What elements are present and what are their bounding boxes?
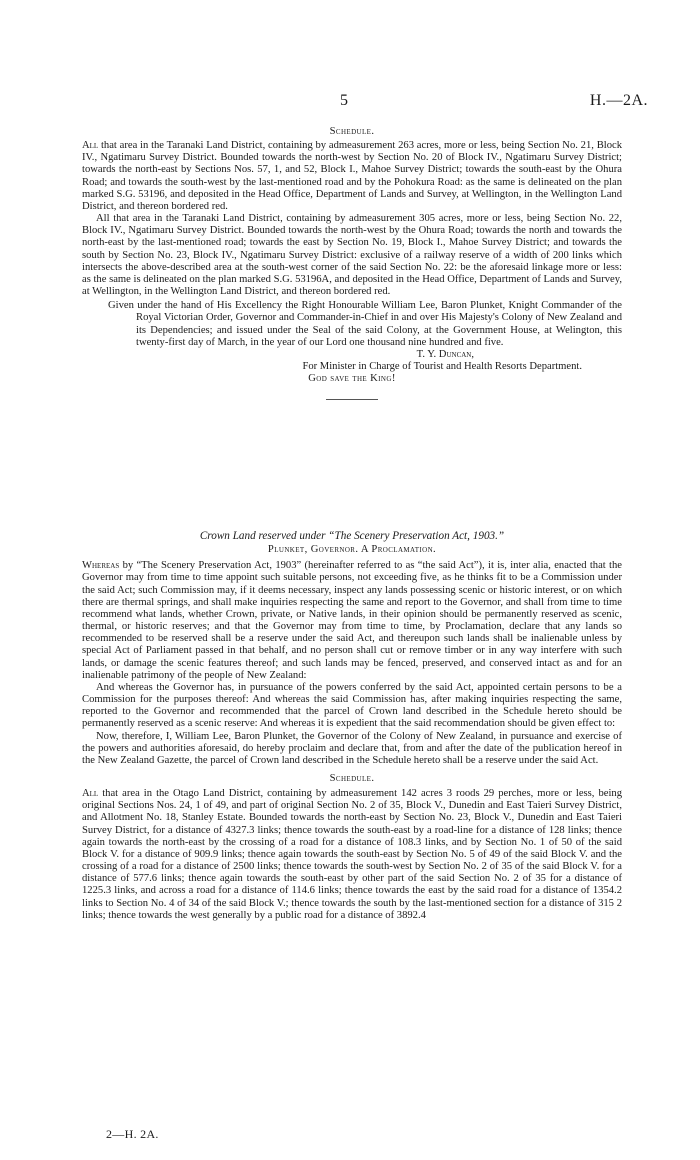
section-divider bbox=[326, 399, 378, 400]
page-number: 5 bbox=[340, 92, 348, 109]
upper-section bbox=[82, 126, 622, 410]
page-header bbox=[0, 92, 700, 114]
signature-name: T. Y. Duncan, bbox=[416, 348, 474, 360]
schedule-heading-2: Schedule. bbox=[329, 772, 375, 784]
schedule-2-paragraph bbox=[82, 788, 622, 922]
schedule-heading: Schedule. bbox=[329, 126, 375, 137]
schedule-paragraph-2: All that area in the Taranaki Land District, containing by admeasurement 305 acres, more or less, being Section No. 22, Block IV., Ngatimaru Survey District. Bounded towards the north-west by the Ohura Road; towards the north and towards the north-east by the last-mentioned road; towards the east by Section No. 19, Block I., Mahoe Survey District; and towards the south by Section No. 23, Block IV., Ngatimaru Survey District: exclusive of a railway reserve of a width of 200 links which intersects the above-described area at the south-west corner of the said Section No. 22: be the aforesaid linkage more or less: as the same is delineated on the plan marked S.G. 53196A, and deposited in the Head Office, Department of Lands and Survey, at Wellington, in the Wellington Land District, and thereon bordered red. bbox=[82, 213, 622, 298]
now-therefore-paragraph: Now, therefore, I, William Lee, Baron Plunket, the Governor of the Colony of New Zealand, in pursuance and exercise of the powers and authorities aforesaid, do hereby proclaim and declare that, from and after the date of the publication hereof in the New Zealand Gazette, the parcel of Crown land described in the Schedule hereto shall be a reserve under the said Act. bbox=[82, 730, 622, 766]
and-whereas-paragraph: And whereas the Governor has, in pursuance of the powers conferred by the said Act, appointed certain persons to be a Commission for the purposes thereof: And whereas the said Commission has, after making inquiries respecting the same, reported to the Governor and recommended that the parcel of Crown land described in the Schedule hereto should be permanently reserved as a scenic reserve: And whereas it is expedient that the said recommendation should be given effect to: bbox=[82, 681, 622, 730]
signatory-title: For Minister in Charge of Tourist and Health Resorts Department. bbox=[302, 360, 582, 372]
schedule-paragraph-1-text: that area in the Taranaki Land District, containing by admeasurement 263 acres, more or less, being Section No. 21, Block IV., Ngatimaru Survey District. Bounded towards the north-west by Section No. 20 of Block IV., Ngatimaru Survey District; towards the north-east by Sections Nos. 57, 1, and 52, Block I., Mahoe Survey District; towards the south-east by the Ohura Road; and towards the south-west by the last-mentioned road and by the Pohokura Road: as the same is delineated on the plan marked S.G. 53196, and deposited in the Head Office, Department of Lands and Survey, at Wellington, in the Wellington Land District, and thereon bordered red. bbox=[82, 140, 622, 212]
whereas-paragraph-text: by “The Scenery Preservation Act, 1903” (hereinafter referred to as “the said Act”), it is, inter alia, enacted that the Governor may from time to time appoint such suitable persons, not exceeding five, as he thinks fit to be a Commission under the said Act; such Commission may, if it deems necessary, inspect any lands possessing scenic or historic interest, or on which there are thermal springs, and shall make inquiries respecting the same and report to the Governor, and shall from time to time recommend what lands, whether Crown, private, or Native lands, in their opinion should be permanently reserved as scenic, thermal, or historic reserves; and that the Governor may from time to time, by Proclamation, declare that any lands so recommended to be reserved shall be a reserve under the said Act, and thereupon such lands shall be inalienable unless by special Act of Parliament passed in that behalf, and no person shall cut or remove timber or in any way interfere with such lands, or damage the scenic features thereof; and such lands may be fenced, preserved, and conserved intact as and for an inalienable patrimony of the people of New Zealand: bbox=[82, 560, 623, 681]
document-reference: H.—2A. bbox=[589, 92, 648, 109]
given-under-hand: Given under the hand of His Excellency the Right Honourable William Lee, Baron Plunket, Knight Commander of the Royal Victorian Order, Governor and Commander-in-Chief in and over His Majesty's Colony of New Zealand and its Dependencies; and issued under the Seal of the said Colony, at the Government House, at Welington, this twenty-first day of March, in the year of our Lord one thousand nine hundred and five. bbox=[108, 300, 622, 348]
footer-reference: 2—H. 2A. bbox=[106, 1127, 159, 1141]
lead-word: All bbox=[82, 788, 99, 800]
whereas-paragraph bbox=[82, 560, 622, 682]
schedule-2-paragraph-text: that area in the Otago Land District, containing by admeasurement 142 acres 3 roods 29 perches, more or less, being original Sections Nos. 24, 1 of 49, and part of original Section No. 2 of 35, Block V., Dunedin and East Taieri Survey District, and Allotment No. 18, Stanley Estate. Bounded towards the north-east by Section No. 23, Block V., Dunedin and East Taieri Survey District, for a distance of 4327.3 links; thence towards the south-east by a road-line for a distance of 128 links; thence again towards the north-east by the crossing of a road for a distance of 108.3 links, and by Section No. 1 of 50 of the said Block V. for a distance of 909.9 links; thence again towards the south-east by Section No. 5 of 49 of the said Block V. and the crossing of a road for a distance of 2500 links; thence towards the south-west by Section No. 2 of 35 of the said Block V. for a distance of 577.6 links; thence again towards the south-east by other part of the said Section No. 2 of 35 for a distance of 1225.3 links, and across a road for a distance of 114.6 links; thence towards the east by the said road for a distance of 1354.2 links to Section No. 4 of 34 of the said Block V.; thence towards the south by the last-mentioned section for a distance of 315 2 links; thence towards the west generally by a public road for a distance of 3892.4 bbox=[82, 788, 622, 921]
proclamation-subtitle: Plunket, Governor. A Proclamation. bbox=[267, 544, 437, 556]
proclamation-title: Crown Land reserved under “The Scenery Preservation Act, 1903.” bbox=[199, 530, 505, 542]
proclamation-section bbox=[82, 524, 622, 922]
lead-word: All bbox=[82, 140, 99, 152]
god-save-the-king: God save the King! bbox=[308, 373, 396, 385]
schedule-paragraph-1 bbox=[82, 140, 622, 213]
lead-word: Whereas bbox=[82, 560, 120, 572]
